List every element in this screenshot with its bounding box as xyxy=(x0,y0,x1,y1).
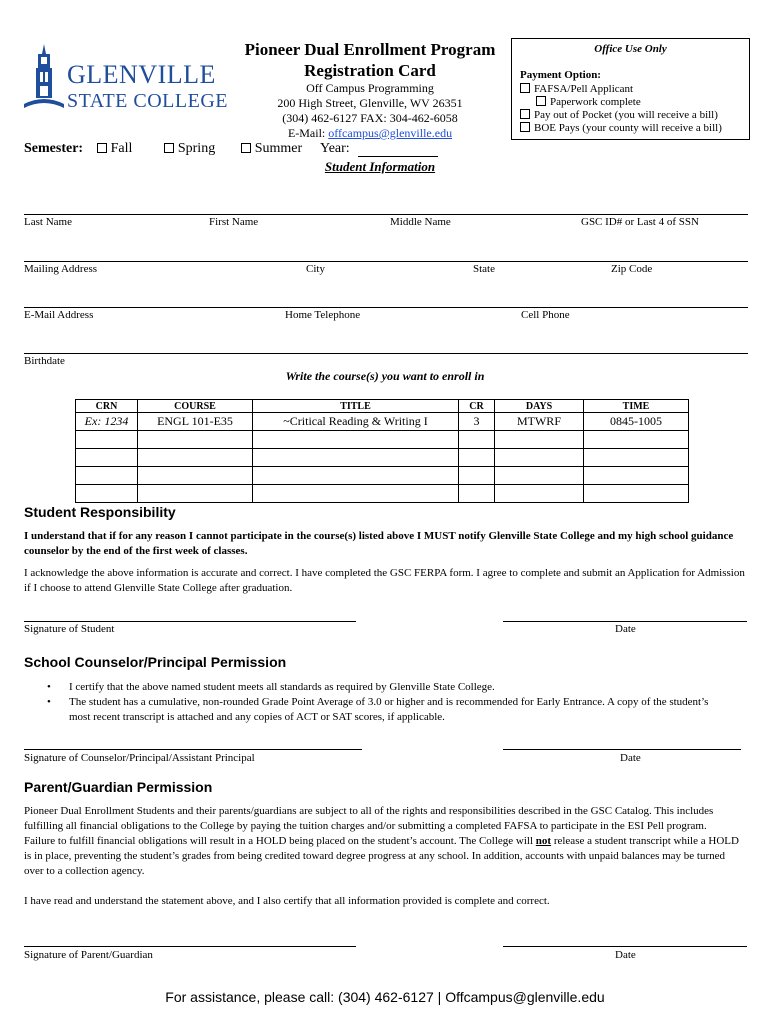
year-field[interactable] xyxy=(358,156,438,157)
table-row[interactable] xyxy=(76,449,689,467)
parent-signature-label: Signature of Parent/Guardian xyxy=(24,949,153,961)
table-header-row xyxy=(76,400,689,413)
col-time: TIME xyxy=(584,400,689,413)
col-crn: CRN xyxy=(76,400,138,413)
email-link[interactable]: offcampus@glenville.edu xyxy=(328,126,453,140)
cell[interactable] xyxy=(459,449,495,467)
counselor-date-line[interactable] xyxy=(503,749,741,750)
cell[interactable] xyxy=(459,467,495,485)
example-time: 0845-1005 xyxy=(584,413,689,431)
courses-heading: Write the course(s) you want to enroll in xyxy=(285,369,485,383)
cell[interactable] xyxy=(138,467,253,485)
year-label: Year: xyxy=(320,141,350,156)
cell-phone-field[interactable]: Cell Phone xyxy=(521,309,570,321)
mailing-address-field[interactable]: Mailing Address xyxy=(24,263,98,275)
cell[interactable] xyxy=(584,431,689,449)
form-subtitle: Registration Card xyxy=(304,61,436,80)
example-crn: Ex: 1234 xyxy=(76,413,138,431)
field-line xyxy=(24,214,748,215)
col-days: DAYS xyxy=(495,400,584,413)
cell[interactable] xyxy=(495,485,584,503)
student-info-heading: Student Information xyxy=(324,159,436,174)
semester-summer[interactable]: Summer xyxy=(241,141,302,156)
last-name-field[interactable]: Last Name xyxy=(24,216,72,228)
cell[interactable] xyxy=(495,467,584,485)
semester-row xyxy=(24,141,302,157)
counselor-date-label: Date xyxy=(620,752,641,764)
example-cr: 3 xyxy=(459,413,495,431)
col-cr: CR xyxy=(459,400,495,413)
semester-spring[interactable]: Spring xyxy=(164,141,215,156)
checkbox[interactable] xyxy=(97,143,107,153)
checkbox[interactable] xyxy=(536,96,546,106)
table-row[interactable] xyxy=(76,431,689,449)
courses-table xyxy=(75,399,689,503)
col-title: TITLE xyxy=(253,400,459,413)
cell[interactable] xyxy=(253,485,459,503)
semester-label: Semester: xyxy=(24,141,84,156)
cell[interactable] xyxy=(495,431,584,449)
counselor-bullet-2: The student has a cumulative, non-rounded Grade Point Average of 3.0 or higher and is recommended for Early Entrance. A copy of the student’s most recent transcript is attached and any copies of ACT or SAT scores, if applicable. xyxy=(69,696,709,723)
counselor-bullet-1: I certify that the above named student meets all standards as required by Glenville State College. xyxy=(69,681,495,693)
cell[interactable] xyxy=(76,467,138,485)
example-title: ~Critical Reading & Writing I xyxy=(253,413,459,431)
form-title: Pioneer Dual Enrollment Program xyxy=(244,40,496,59)
parent-signature-line[interactable] xyxy=(24,946,356,947)
student-signature-line[interactable] xyxy=(24,621,356,622)
payment-option-label: Payment Option: xyxy=(520,69,601,81)
logo-line1: GLENVILLE xyxy=(67,60,216,89)
middle-name-field[interactable]: Middle Name xyxy=(390,216,451,228)
cell[interactable] xyxy=(459,485,495,503)
checkbox[interactable] xyxy=(520,122,530,132)
dept-name: Off Campus Programming xyxy=(306,81,434,95)
logo-line2: STATE COLLEGE xyxy=(67,90,228,112)
payment-option-paperwork[interactable]: Paperwork complete xyxy=(536,96,641,108)
student-date-label: Date xyxy=(615,623,636,635)
cell[interactable] xyxy=(138,485,253,503)
email-address-field[interactable]: E-Mail Address xyxy=(24,309,94,321)
responsibility-text: I acknowledge the above information is accurate and correct. I have completed the GSC FERPA form. I agree to complete and submit an Application for Admission if I choose to attend Glenville State College after graduation. xyxy=(24,567,745,594)
cell[interactable] xyxy=(76,449,138,467)
parent-date-line[interactable] xyxy=(503,946,747,947)
payment-option-boe[interactable]: BOE Pays (your county will receive a bill) xyxy=(520,122,722,134)
bullet-icon: • xyxy=(47,696,51,708)
field-line xyxy=(24,353,748,354)
not-emphasis: not xyxy=(535,835,552,847)
checkbox[interactable] xyxy=(520,109,530,119)
example-days: MTWRF xyxy=(495,413,584,431)
parent-date-label: Date xyxy=(615,949,636,961)
checkbox[interactable] xyxy=(520,83,530,93)
bullet-icon: • xyxy=(47,681,51,693)
counselor-heading: School Counselor/Principal Permission xyxy=(24,654,287,670)
phone-fax: (304) 462-6127 FAX: 304-462-6058 xyxy=(282,111,458,125)
first-name-field[interactable]: First Name xyxy=(209,216,259,228)
bell-tower-icon xyxy=(24,44,64,112)
student-signature-label: Signature of Student xyxy=(24,623,115,635)
counselor-signature-line[interactable] xyxy=(24,749,362,750)
gsc-id-field[interactable]: GSC ID# or Last 4 of SSN xyxy=(581,216,699,228)
footer-assistance: For assistance, please call: (304) 462-6127 | Offcampus@glenville.edu xyxy=(165,989,605,1005)
responsibility-heading: Student Responsibility xyxy=(24,504,176,520)
student-date-line[interactable] xyxy=(503,621,747,622)
parent-text: Pioneer Dual Enrollment Students and their parents/guardians are subject to all of the rights and responsibilities described in the GSC Catalog. This includes fulfilling all financial obligations to the College by paying the tuition charges and/or submitting a completed FAFSA to participate in the ESI Pell program. Failure to fulfill financial obligations will result in a HOLD being placed on the student’s account. The College will not release a student transcript while a HOLD is in place, preventing the student’s grades from being credited toward degree progress at any school. In addition, accounts with unpaid balances may be turned over to a collection agency. xyxy=(24,805,739,877)
cell[interactable] xyxy=(76,431,138,449)
state-field[interactable]: State xyxy=(473,263,495,275)
city-field[interactable]: City xyxy=(306,263,325,275)
field-line xyxy=(24,307,748,308)
checkbox[interactable] xyxy=(241,143,251,153)
cell[interactable] xyxy=(253,431,459,449)
counselor-signature-label: Signature of Counselor/Principal/Assistant Principal xyxy=(24,752,255,764)
cell[interactable] xyxy=(495,449,584,467)
zip-code-field[interactable]: Zip Code xyxy=(611,263,653,275)
cell[interactable] xyxy=(584,449,689,467)
address: 200 High Street, Glenville, WV 26351 xyxy=(277,96,463,110)
checkbox[interactable] xyxy=(164,143,174,153)
cell[interactable] xyxy=(253,467,459,485)
cell[interactable] xyxy=(584,467,689,485)
table-row[interactable] xyxy=(76,467,689,485)
home-telephone-field[interactable]: Home Telephone xyxy=(285,309,361,321)
semester-fall[interactable]: Fall xyxy=(97,141,133,156)
payment-option-fafsa[interactable]: FAFSA/Pell Applicant xyxy=(520,83,633,95)
cell[interactable] xyxy=(138,449,253,467)
parent-statement: I have read and understand the statement above, and I also certify that all information provided is complete and correct. xyxy=(24,895,550,907)
responsibility-bold-text: I understand that if for any reason I cannot participate in the course(s) listed above I MUST notify Glenville State College and my high school guidance counselor by the end of the first week of classes. xyxy=(24,530,734,557)
payment-option-pocket[interactable]: Pay out of Pocket (you will receive a bill) xyxy=(520,109,718,121)
example-course: ENGL 101-E35 xyxy=(138,413,253,431)
parent-heading: Parent/Guardian Permission xyxy=(24,779,213,795)
cell[interactable] xyxy=(459,431,495,449)
cell[interactable] xyxy=(584,485,689,503)
email-line xyxy=(230,126,510,141)
cell[interactable] xyxy=(138,431,253,449)
table-row xyxy=(76,413,689,431)
office-use-title: Office Use Only xyxy=(594,43,667,55)
table-row[interactable] xyxy=(76,485,689,503)
email-label: E-Mail: xyxy=(287,126,329,140)
cell[interactable] xyxy=(76,485,138,503)
field-line xyxy=(24,261,748,262)
cell[interactable] xyxy=(253,449,459,467)
col-course: COURSE xyxy=(138,400,253,413)
birthdate-field[interactable]: Birthdate xyxy=(24,355,65,367)
